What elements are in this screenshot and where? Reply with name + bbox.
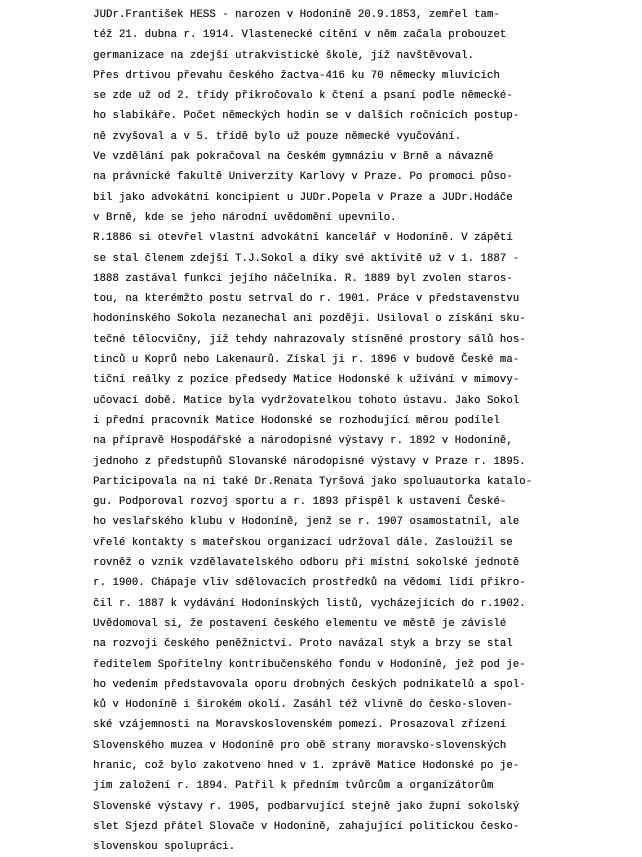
text-line: Uvědomoval si, že postavení českého elementu ve městě je závislé [93, 617, 507, 630]
text-line: ho slabikáře. Počet německých hodin se v dalších ročnících postup- [93, 110, 520, 123]
text-line: tečné tělocvičny, jíž tehdy nahrazovaly stísněné prostory sálů hos- [93, 333, 526, 346]
text-line: slovenskou spolupráci. [93, 841, 236, 854]
text-line: germanizace na zdejší utrakvistické škole, jíž navštěvoval. [93, 49, 474, 62]
text-line: JUDr.František HESS - narozen v Hodoníně 20.9.1853, zemřel tam- [93, 9, 500, 21]
text-line: Slovenské výstavy r. 1905, podbarvující stejně jako župní sokolský [93, 800, 520, 813]
text-line: ků v Hodoníně i širokém okolí. Zasáhl též vlivně do česko-sloven- [93, 699, 513, 712]
text-line: jednoho z předstupňů Slovanské národopisné výstavy v Praze r. 1895. [93, 455, 526, 468]
text-line: ně zvyšoval a v 5. třídě bylo už pouze německé vyučování. [93, 130, 462, 143]
text-body [93, 5, 532, 857]
text-line: r. 1900. Chápaje vliv sdělovacích prostředků na vědomí lidí přikro- [93, 577, 526, 590]
text-line: na rozvoji českého peněžnictví. Proto navázal styk a brzy se stal [93, 638, 513, 651]
text-line: gu. Podporoval rozvoj sportu a r. 1893 přispěl k ustavení České- [93, 496, 507, 509]
text-line: hranic, což bylo zakotveno hned v 1. zprávě Matice Hodonské po je- [93, 759, 520, 772]
text-line: slet Sjezd přátel Slovače v Hodoníně, zahajující politickou česko- [93, 820, 520, 833]
text-line: na přípravě Hospodářské a národopisné výstavy r. 1892 v Hodoníně, [93, 435, 513, 448]
text-line: též 21. dubna r. 1914. Vlastenecké cítění v něm začala probouzet [93, 29, 507, 42]
text-line: R.1886 si otevřel vlastní advokátní kancelář v Hodoníně. V zápětí [93, 232, 513, 245]
text-line: bil jako advokátní koncipient u JUDr.Popela v Praze a JUDr.Hodáče [93, 191, 513, 204]
text-line: hodonínského Sokola nezanechal ani později. Usiloval o získání sku- [93, 313, 526, 326]
text-line: Ve vzdělání pak pokračoval na českém gymnáziu v Brně a návazně [93, 151, 494, 164]
text-line: 1888 zastával funkci jejího náčelníka. R. 1889 byl zvolen staros- [93, 272, 513, 285]
text-line: učovací době. Matice byla vydržovatelkou tohoto ústavu. Jako Sokol [93, 394, 520, 407]
text-line: vřelé kontakty s mateřskou organizací udržoval dále. Zasloužil se [93, 536, 513, 549]
text-line: ho vedením představovala oporu drobných českých podnikatelů a spol- [93, 678, 526, 691]
text-line: Přes drtivou převahu českého žactva-416 ku 70 německy mluvících [93, 69, 500, 82]
text-line: ské vzájemnosti na Moravskoslovenském pomezí. Prosazoval zřízení [93, 719, 507, 732]
text-line: Participovala na ní také Dr.Renata Tyršová jako spoluautorka katalo- [93, 475, 533, 488]
text-line: v Brně, kde se jeho národní uvědomění upevnilo. [93, 211, 397, 224]
text-line: ho veslařského klubu v Hodoníně, jenž se r. 1907 osamostatnil, ale [93, 516, 520, 529]
text-line: na právnické fakultě Univerzity Karlovy v Praze. Po promoci půso- [93, 171, 513, 184]
text-line: se zde už od 2. třídy přikročovalo k čtení a psaní podle německé- [93, 90, 513, 103]
text-line: čil r. 1887 k vydávání Hodonínských listů, vycházejících do r.1902. [93, 597, 526, 610]
text-line: Slovenského muzea v Hodoníně pro obě strany moravsko-slovenských [93, 739, 507, 752]
text-line: ředitelem Spořitelny kontribučenského fondu v Hodoníně, jež pod je- [93, 658, 526, 671]
text-line: i přední pracovník Matice Hodonské se rozhodující měrou podílel [93, 414, 500, 427]
text-line: tiční reálky z pozice předsedy Matice Hodonské k užívání v mimovy- [93, 374, 520, 387]
text-line: tinců u Koprů nebo Lakenaurů. Získal ji r. 1896 v budově České ma- [93, 354, 520, 367]
text-line: rovněž o vznik vzdělavatelského odboru při místní sokolské jednotě [93, 557, 520, 570]
text-line: tou, na kterémžto postu setrval do r. 1901. Práce v představenstvu [93, 293, 520, 306]
text-line: jím založení r. 1894. Patřil k předním tvůrcům a organizátorům [93, 780, 494, 793]
text-line: se stal členem zdejší T.J.Sokol a díky své aktivitě už v 1. 1887 - [93, 252, 520, 265]
